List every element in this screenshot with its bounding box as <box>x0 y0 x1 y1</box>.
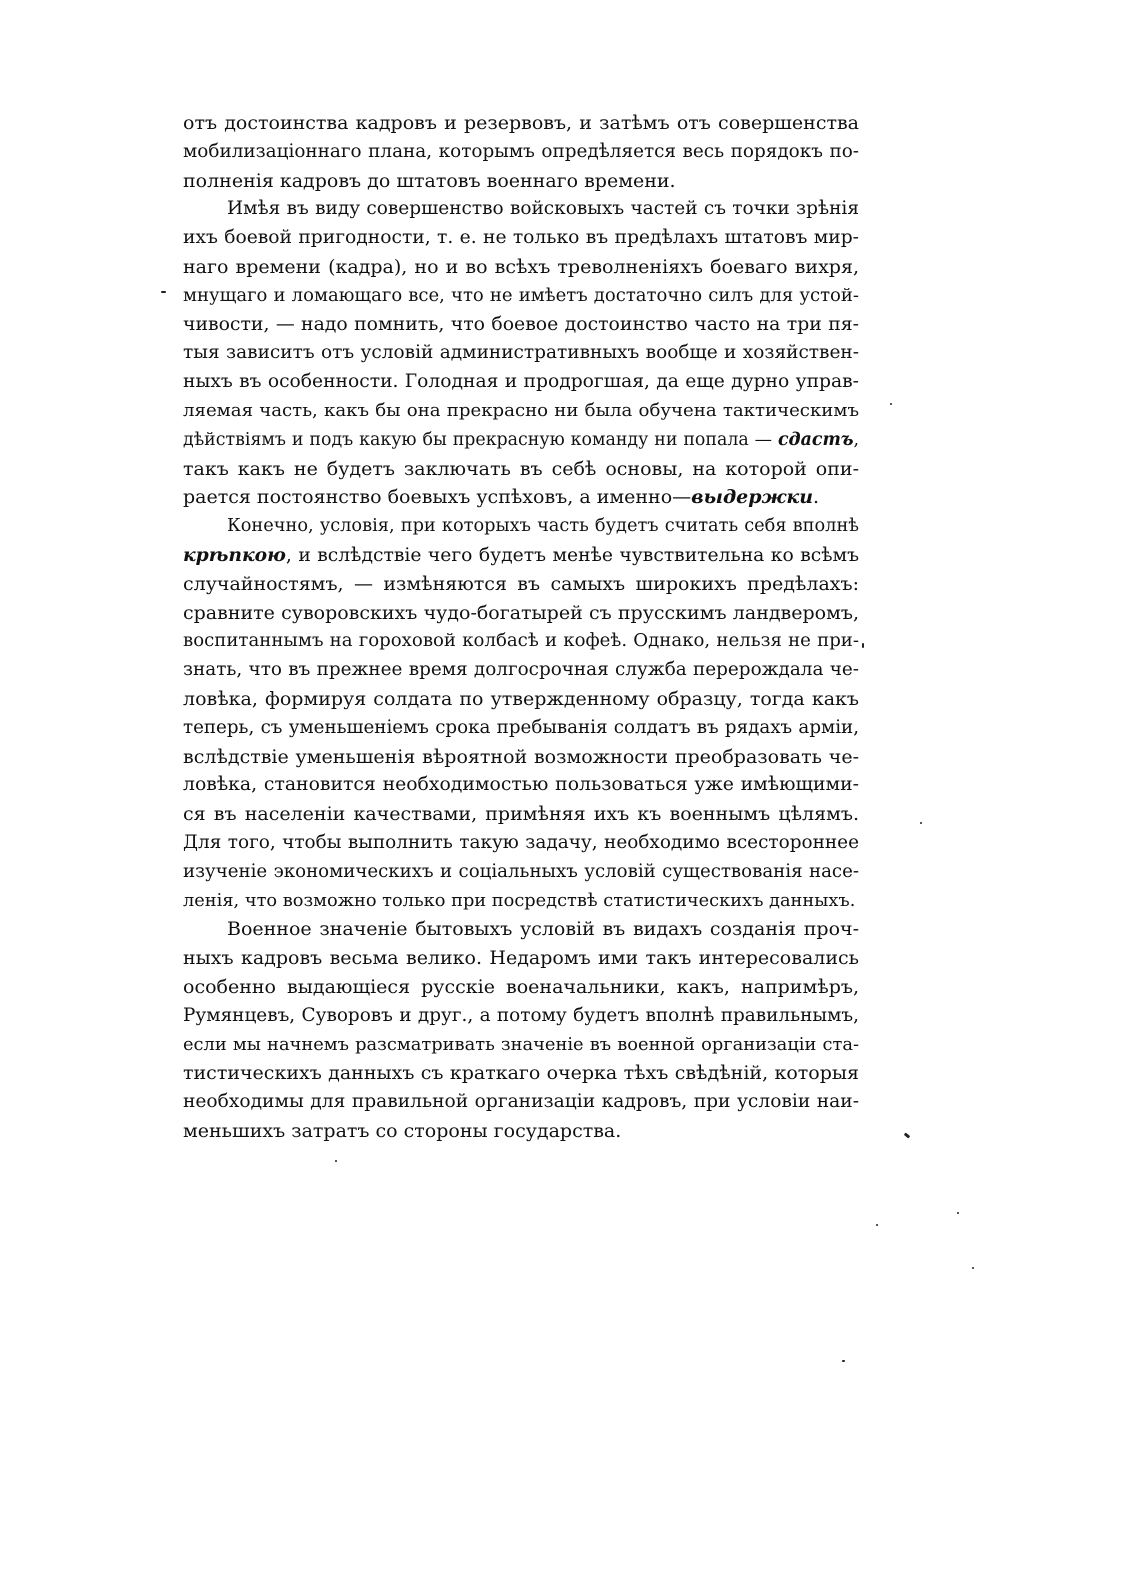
text-line <box>183 944 859 973</box>
text-run: Военное значеніе бытовыхъ условій въ видахъ созданія проч- <box>227 918 859 941</box>
text-line <box>183 627 859 656</box>
text-line <box>183 109 859 138</box>
text-run: ленія, что возможно только при посредствѣ статистическихъ данныхъ. <box>183 890 856 911</box>
text-line <box>183 541 859 570</box>
text-line <box>183 771 859 800</box>
text-run: мнущаго и ломающаго все, что не имѣетъ достаточно силъ для устой- <box>183 284 859 306</box>
text-line <box>183 368 859 397</box>
text-line <box>183 339 859 368</box>
text-run: отъ достоинства кадровъ и резервовъ, и затѣмъ отъ совершенства <box>183 112 859 134</box>
text-run: ныхъ кадровъ весьма велико. Недаромъ ими такъ интересовались <box>183 947 859 970</box>
scan-speck <box>862 643 864 648</box>
text-line <box>183 224 859 253</box>
text-run: особенно выдающіеся русскіе военачальники, какъ, напримѣръ, <box>183 975 859 998</box>
text-run: тыя зависитъ отъ условій административныхъ вообще и хозяйствен- <box>183 342 859 364</box>
text-line <box>183 743 859 772</box>
text-line <box>183 138 859 167</box>
text-line <box>183 570 859 599</box>
text-line <box>183 253 859 282</box>
text-run: дѣйствіямъ и подъ какую бы прекрасную команду ни попала — <box>183 429 778 450</box>
text-line <box>183 512 859 541</box>
scan-speck <box>972 1267 974 1269</box>
paragraph <box>183 512 859 915</box>
text-run: . <box>813 486 820 509</box>
text-run: ловѣка, формируя солдата по утвержденному образцу, тогда какъ <box>183 687 859 710</box>
text-line <box>183 167 859 196</box>
text-run: Для того, чтобы выполнить такую задачу, необходимо всестороннее <box>183 831 859 853</box>
text-line <box>183 195 859 224</box>
text-line <box>183 858 859 887</box>
text-run: знать, что въ прежнее время долгосрочная служба перерождала че- <box>183 659 859 681</box>
text-run: мобилизаціоннаго плана, которымъ опредѣляется весь порядокъ по- <box>183 140 859 162</box>
text-run: если мы начнемъ разсматривать значеніе въ военной организаціи ста- <box>183 1033 859 1055</box>
text-run: наго времени (кадра), но и во всѣхъ треволненіяхъ боеваго вихря, <box>183 255 859 278</box>
text-run: ляемая часть, какъ бы она прекрасно ни была обучена тактическимъ <box>183 399 859 421</box>
text-line <box>183 887 859 916</box>
text-line <box>183 483 859 512</box>
emphasized-word: крѣпкою <box>183 543 286 566</box>
text-run: Имѣя въ виду совершенство войсковыхъ частей съ точки зрѣнія <box>227 198 859 220</box>
text-line <box>183 973 859 1002</box>
text-run: Конечно, условія, при которыхъ часть будетъ считать себя вполнѣ <box>227 516 859 537</box>
text-run: , и вслѣдствіе чего будетъ менѣе чувствительна ко всѣмъ <box>285 544 859 566</box>
text-line <box>183 599 859 628</box>
text-run: чивости, — надо помнить, что боевое достоинство часто на три пя- <box>183 313 859 335</box>
text-run: необходимы для правильной организаціи кадровъ, при условіи наи- <box>183 1091 859 1113</box>
paragraph <box>183 109 859 195</box>
text-line <box>183 311 859 340</box>
paragraph <box>183 915 859 1145</box>
text-line <box>183 1088 859 1117</box>
text-line <box>183 282 859 311</box>
emphasized-word: выдержки <box>691 486 814 509</box>
text-run: ся въ населеніи качествами, примѣняя ихъ къ военнымъ цѣлямъ. <box>183 803 859 826</box>
text-line <box>183 714 859 743</box>
text-run: полненія кадровъ до штатовъ военнаго времени. <box>183 169 676 192</box>
scan-speck <box>335 1160 337 1162</box>
text-run: ихъ боевой пригодности, т. е. не только въ предѣлахъ штатовъ мир- <box>183 227 859 249</box>
text-line <box>183 426 859 455</box>
text-line <box>183 1117 859 1146</box>
text-run: вслѣдствіе уменьшенія вѣроятной возможности преобразовать че- <box>183 745 859 768</box>
text-line <box>183 455 859 484</box>
scan-speck <box>957 1212 959 1214</box>
text-line <box>183 1002 859 1031</box>
scan-speck <box>842 1360 845 1362</box>
text-line <box>183 685 859 714</box>
scan-speck <box>161 291 166 293</box>
paragraph <box>183 195 859 512</box>
emphasized-word: сдастъ <box>777 429 854 450</box>
text-run: такъ какъ не будетъ заключать въ себѣ основы, на которой опи- <box>183 457 859 480</box>
text-run: Румянцевъ, Суворовъ и друг., а потому будетъ вполнѣ правильнымъ, <box>183 1004 859 1026</box>
text-line <box>183 800 859 829</box>
text-run: изученіе экономическихъ и соціальныхъ условій существованія насе- <box>183 860 859 882</box>
text-run: рается постоянство боевыхъ успѣховъ, а именно— <box>183 486 692 509</box>
text-run: сравните суворовскихъ чудо-богатырей съ прусскимъ ландверомъ, <box>183 601 859 624</box>
text-run: случайностямъ, — измѣняются въ самыхъ широкихъ предѣлахъ: <box>183 572 859 595</box>
text-line <box>183 656 859 685</box>
text-run: тистическихъ данныхъ съ краткаго очерка тѣхъ свѣдѣній, которыя <box>183 1062 859 1085</box>
text-line <box>183 1031 859 1060</box>
scan-speck <box>876 1224 878 1226</box>
text-line <box>183 1059 859 1088</box>
text-run: ловѣка, становится необходимостью пользоваться уже имѣющими- <box>183 774 859 796</box>
text-line <box>183 829 859 858</box>
text-line <box>183 915 859 944</box>
text-run: меньшихъ затратъ со стороны государства. <box>183 1119 622 1142</box>
scan-speck <box>920 822 922 824</box>
text-run: теперь, съ уменьшеніемъ срока пребыванія солдатъ въ рядахъ арміи, <box>183 716 859 738</box>
text-run: воспитаннымъ на гороховой колбасѣ и кофеѣ. Однако, нельзя не при- <box>183 630 859 652</box>
scan-speck <box>890 403 892 405</box>
text-run: , <box>853 429 859 450</box>
text-line <box>183 397 859 426</box>
text-run: ныхъ въ особенности. Голодная и продрогшая, да еще дурно управ- <box>183 371 859 393</box>
body-text <box>183 109 859 1146</box>
scan-speck <box>904 1132 911 1138</box>
